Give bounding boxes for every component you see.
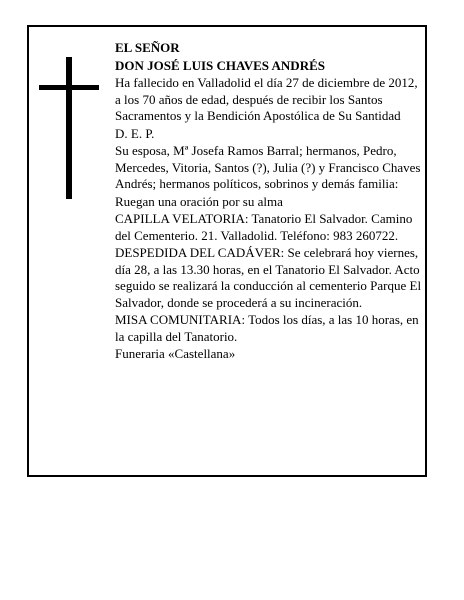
funeral-home: Funeraria «Castellana» — [115, 346, 236, 361]
prayer-request: Ruegan una oración por su alma — [115, 193, 283, 209]
rip-line: D. E. P. — [115, 125, 155, 141]
notice-text — [115, 40, 423, 364]
wake-chapel-info: CAPILLA VELATORIA: Tanatorio El Salvador. Camino del Cementerio. 21. Valladolid. Teléfono: 983 260722. — [115, 211, 413, 243]
cross-vertical-bar — [66, 57, 72, 199]
community-mass-info: MISA COMUNITARIA: Todos los días, a las 10 horas, en la capilla del Tanatorio. — [115, 312, 419, 344]
deceased-name: DON JOSÉ LUIS CHAVES ANDRÉS — [115, 57, 325, 73]
notice-title-line-1: EL SEÑOR — [115, 40, 180, 55]
cross-icon — [39, 57, 99, 199]
cross-horizontal-bar — [39, 85, 99, 90]
death-announcement: Ha fallecido en Valladolid el día 27 de diciembre de 2012, a los 70 años de edad, después de recibir los Santos Sacramentos y la Bendición Apostólica de Su Santidad — [115, 75, 418, 123]
obituary-notice — [27, 25, 427, 477]
family-members: Su esposa, Mª Josefa Ramos Barral; hermanos, Pedro, Mercedes, Vitoria, Santos (?), Julia (?) y Francisco Chaves Andrés; hermanos políticos, sobrinos y demás familia: — [115, 143, 421, 191]
farewell-info: DESPEDIDA DEL CADÁVER: Se celebrará hoy viernes, día 28, a las 13.30 horas, en el Tanatorio El Salvador. Acto seguido se realizará la conducción al cementerio Parque El Salvador, donde se procederá a su incineración. — [115, 245, 422, 310]
